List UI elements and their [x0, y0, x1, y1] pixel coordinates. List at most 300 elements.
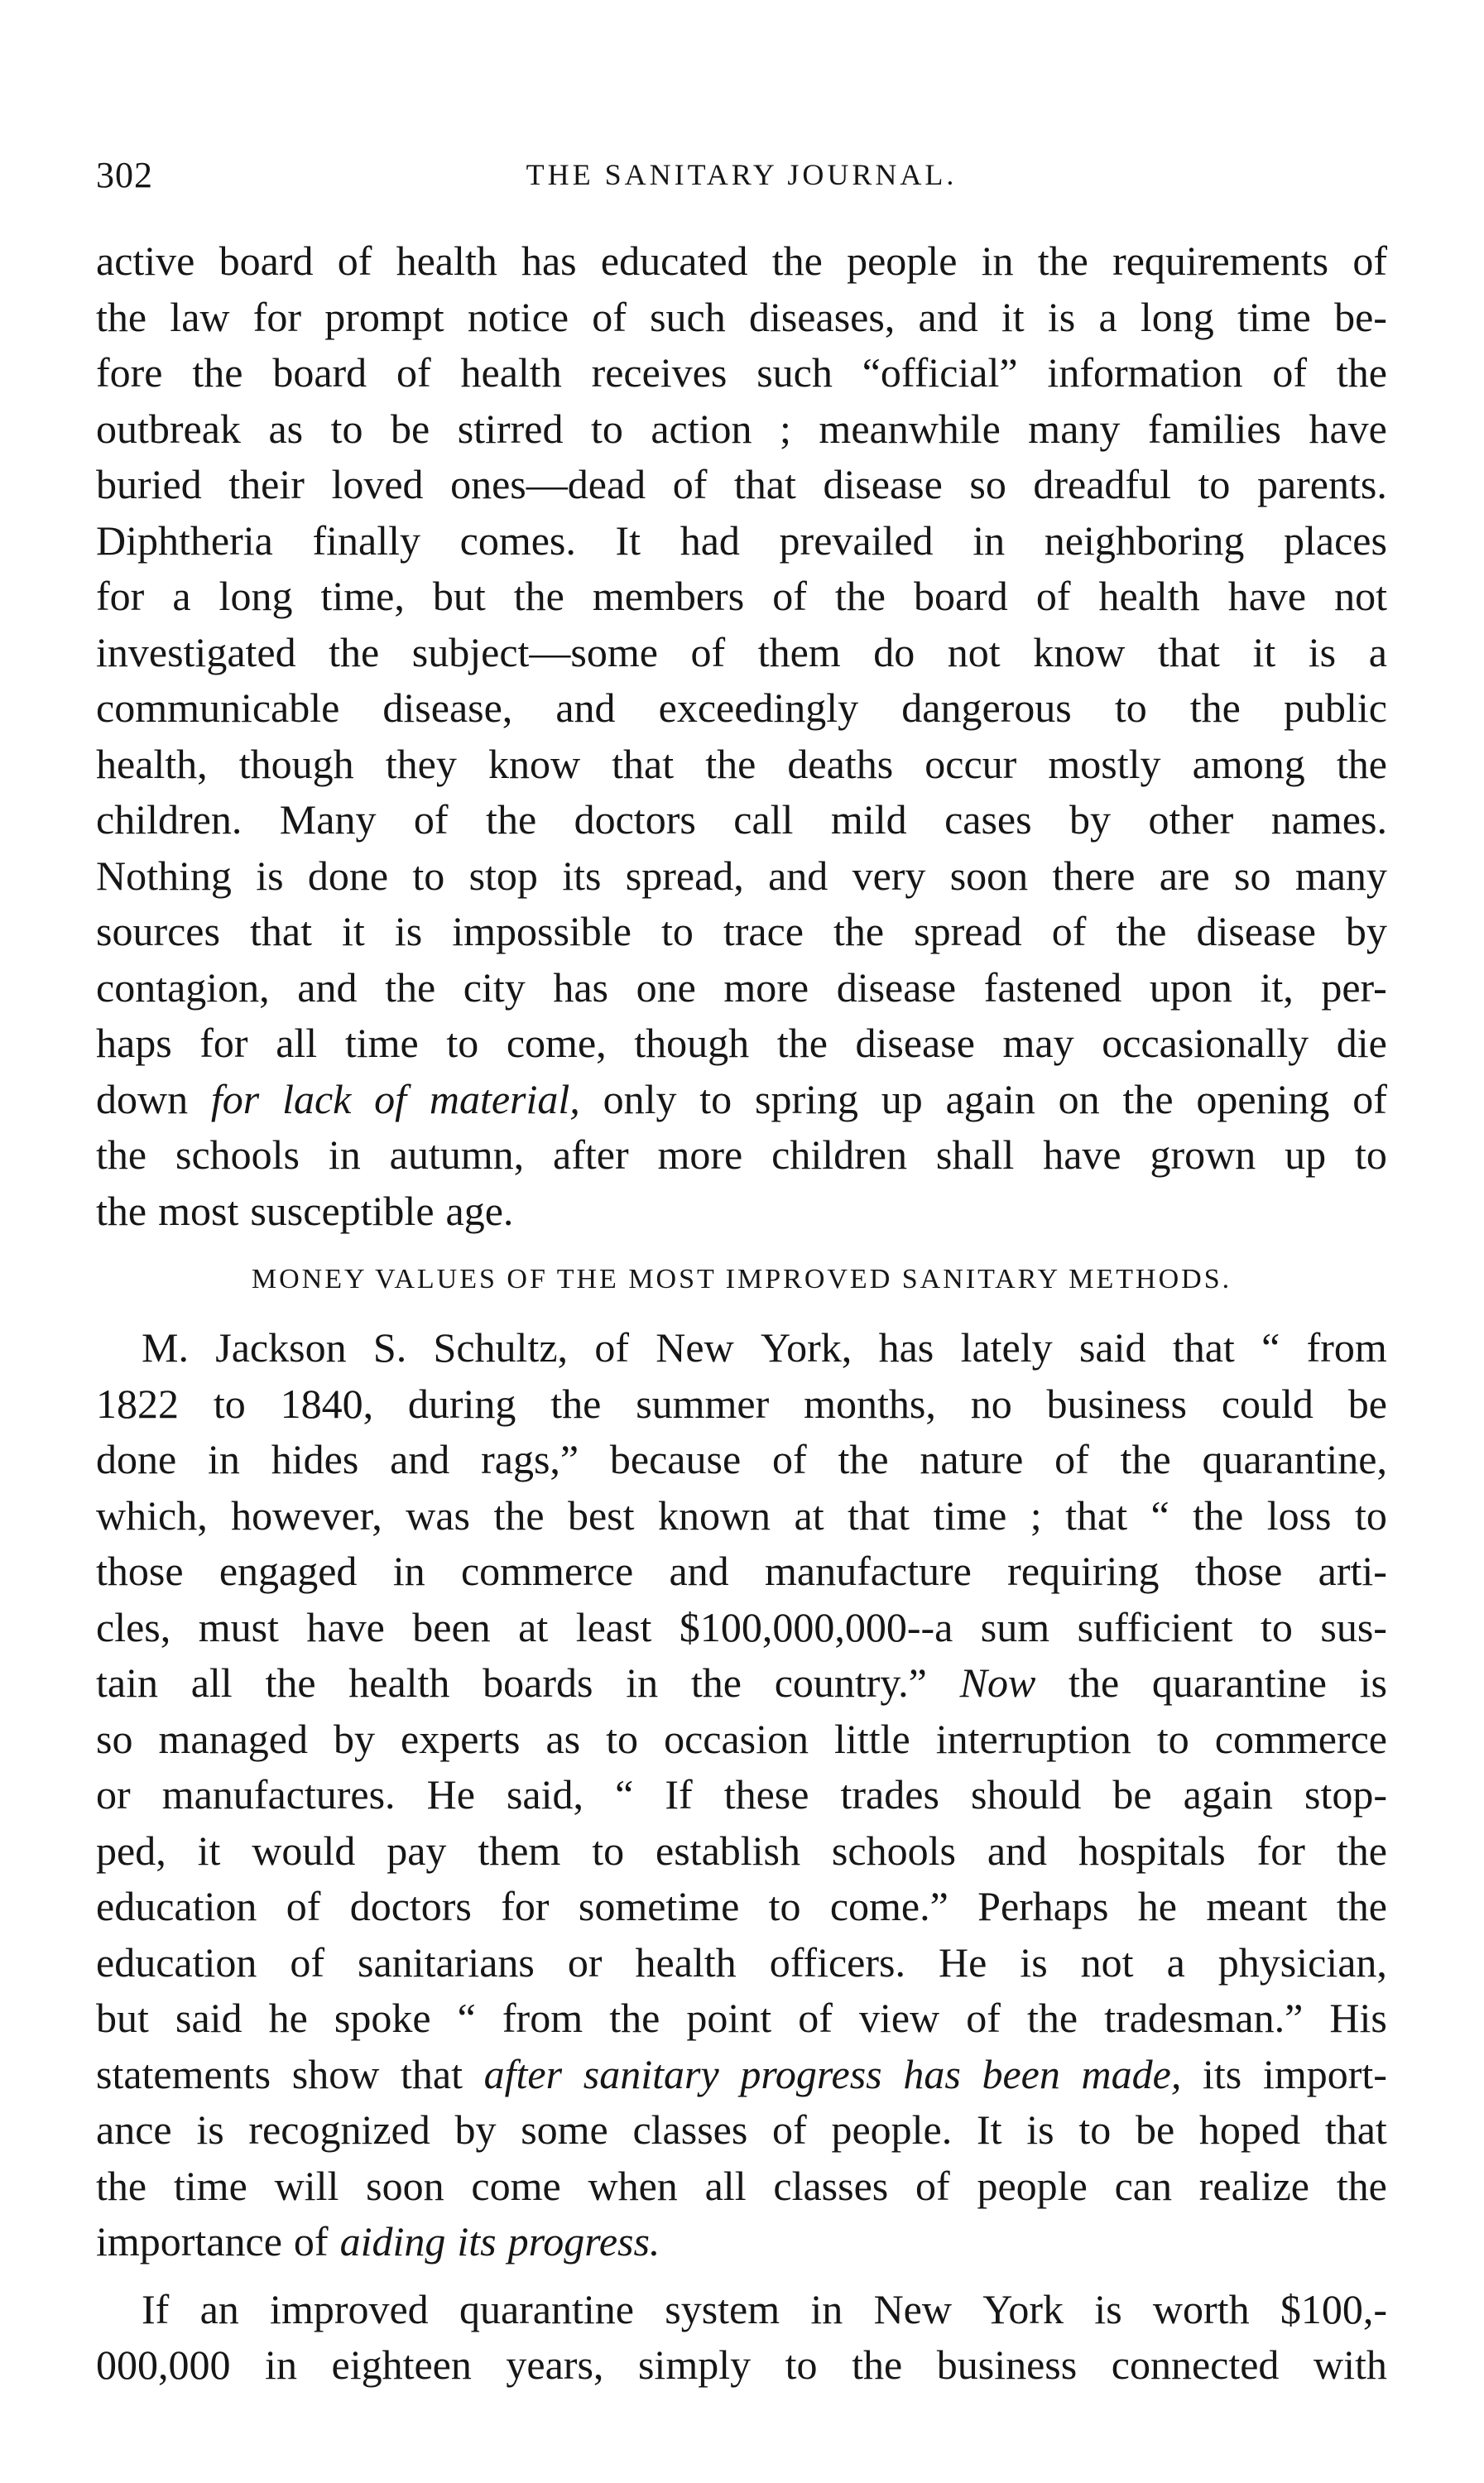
word: many	[1294, 852, 1387, 899]
word: members	[592, 573, 745, 619]
word: of	[286, 1883, 321, 1929]
word: and	[918, 293, 978, 340]
word: or	[96, 1771, 131, 1818]
word: prompt	[324, 293, 444, 340]
word: some	[521, 2106, 608, 2153]
word: 1822	[96, 1380, 179, 1427]
word: of	[1054, 1436, 1089, 1482]
word: of	[966, 1995, 1001, 2041]
word: with	[1313, 2341, 1387, 2388]
word: no	[970, 1380, 1012, 1427]
word: soon	[366, 2162, 444, 2209]
word: the	[776, 1020, 828, 1066]
word: for	[1256, 1827, 1305, 1874]
word: receives	[591, 349, 728, 396]
word: statements	[96, 2050, 271, 2097]
text-line	[96, 1935, 1387, 1991]
word: in	[981, 238, 1014, 284]
word: establish	[656, 1827, 801, 1874]
word: of	[672, 461, 708, 507]
word: have	[1043, 1131, 1121, 1178]
word: Nothing	[96, 852, 232, 899]
word: be-	[1334, 293, 1387, 340]
word: disease	[1196, 908, 1316, 954]
word: occasion	[664, 1715, 809, 1762]
text-line	[96, 2337, 1387, 2394]
word: they	[385, 740, 457, 787]
word: and	[390, 1436, 450, 1482]
text-line	[96, 1655, 1387, 1712]
word: the	[550, 1380, 602, 1427]
word: investigated	[96, 628, 296, 675]
word: or	[567, 1938, 603, 1986]
word: of	[594, 1324, 629, 1371]
page-body-text	[96, 233, 1387, 2394]
paragraph-gap	[96, 2270, 1387, 2282]
text-line	[96, 1488, 1387, 1544]
word: prevailed	[779, 516, 934, 564]
word: classes	[632, 2106, 748, 2153]
word: It	[615, 516, 641, 564]
word: Diphtheria	[96, 516, 273, 564]
word: families	[1147, 405, 1281, 452]
word: but	[96, 1995, 149, 2041]
word: the	[192, 349, 243, 396]
word: the	[1120, 1436, 1171, 1482]
word: board	[272, 349, 367, 396]
word: active	[96, 238, 195, 284]
word: which,	[96, 1491, 208, 1539]
word: from	[502, 1995, 584, 2041]
word: the	[1122, 1075, 1174, 1122]
word: deaths	[787, 740, 894, 787]
word: the	[1026, 1995, 1078, 2041]
text-line	[96, 2159, 1387, 2215]
word: in	[265, 2341, 297, 2388]
word: quarantine	[459, 2285, 634, 2332]
word: those	[1194, 1548, 1283, 1594]
word: it	[1001, 293, 1025, 340]
word: their	[228, 461, 305, 507]
word: would	[252, 1827, 356, 1874]
word: health	[460, 349, 562, 396]
word: on	[1058, 1075, 1100, 1122]
word: impossible	[452, 908, 632, 954]
word: engaged	[219, 1548, 358, 1594]
word: other	[1148, 796, 1234, 843]
word: “	[1150, 1491, 1169, 1539]
text-line	[96, 2047, 1387, 2103]
word: that	[1172, 1324, 1235, 1371]
italic-word: of	[374, 1075, 407, 1122]
word: so	[96, 1715, 133, 1762]
word: simply	[637, 2341, 752, 2388]
text-line	[96, 960, 1387, 1016]
word: to	[1198, 461, 1231, 507]
running-title: THE SANITARY JOURNAL.	[526, 158, 958, 191]
word: to	[446, 1020, 479, 1066]
word: more	[657, 1131, 743, 1178]
text-line	[96, 1767, 1387, 1823]
word: physician,	[1217, 1938, 1387, 1986]
word: is	[256, 852, 284, 899]
word: communicable	[96, 684, 340, 731]
word: of	[772, 573, 807, 619]
word: pay	[387, 1827, 447, 1874]
word: buried	[96, 461, 202, 507]
word: of	[771, 1436, 807, 1482]
word: is	[1359, 1659, 1387, 1706]
word: of	[293, 2218, 329, 2264]
word: manufactures.	[161, 1771, 396, 1818]
word: outbreak	[96, 405, 241, 452]
word: at	[794, 1491, 824, 1539]
italic-word: sanitary	[583, 2050, 719, 2097]
word: those	[96, 1548, 184, 1594]
word: all	[276, 1020, 318, 1066]
word: the	[838, 1436, 889, 1482]
word: the	[1069, 1659, 1120, 1706]
word: boards	[483, 1659, 593, 1706]
word: “	[457, 1995, 476, 2041]
section-heading: MONEY VALUES OF THE MOST IMPROVED SANITARY METHODS.	[251, 1264, 1232, 1294]
word: the	[705, 740, 756, 787]
word: though	[238, 740, 354, 787]
word: health	[396, 238, 497, 284]
word: doctors	[574, 796, 696, 843]
word: diseases,	[748, 293, 896, 340]
word: action	[651, 405, 752, 452]
word: education	[96, 1883, 257, 1929]
word: trades	[840, 1771, 939, 1818]
word: the	[1037, 238, 1088, 284]
word: stop	[468, 852, 538, 899]
word: parents.	[1256, 461, 1387, 507]
word: schools	[175, 1131, 300, 1178]
word: know	[487, 740, 581, 787]
word: ;	[1030, 1491, 1042, 1539]
word: people	[847, 238, 958, 284]
word: done	[96, 1436, 177, 1482]
word: and	[555, 684, 616, 731]
word: a	[1166, 1938, 1185, 1986]
word: could	[1221, 1380, 1314, 1427]
word: requirements	[1112, 238, 1329, 284]
word: the	[690, 1659, 742, 1706]
word: by	[454, 2106, 497, 2153]
word: to	[699, 1075, 732, 1122]
word: to	[606, 1715, 639, 1762]
word: had	[680, 516, 740, 564]
word: so	[1234, 852, 1271, 899]
text-line	[96, 2282, 1387, 2338]
word: of	[1035, 573, 1071, 619]
word: for	[252, 293, 302, 340]
word: among	[1192, 740, 1305, 787]
word: show	[291, 2050, 380, 2097]
text-line	[96, 1184, 1387, 1240]
word: people	[977, 2162, 1088, 2209]
word: board	[219, 238, 314, 284]
word: the	[1193, 1491, 1244, 1539]
word: of	[290, 1938, 325, 1986]
word: the	[96, 293, 147, 340]
word: mostly	[1048, 740, 1161, 787]
word: fastened	[983, 963, 1122, 1011]
word: time	[1237, 293, 1311, 340]
word: and	[768, 852, 828, 899]
italic-word: Now	[959, 1659, 1036, 1706]
word: to	[660, 908, 694, 954]
word: ;	[780, 405, 791, 452]
word: again	[945, 1075, 1035, 1122]
word: however,	[231, 1491, 382, 1539]
word: experts	[401, 1715, 521, 1762]
word: know	[1033, 628, 1126, 675]
word: S.	[372, 1324, 407, 1371]
text-line	[96, 848, 1387, 905]
word: grown	[1150, 1131, 1256, 1178]
word: it	[342, 908, 365, 954]
word: age.	[445, 1187, 514, 1234]
page-header	[96, 154, 1387, 204]
italic-word: its	[457, 2218, 497, 2264]
word: long	[1140, 293, 1214, 340]
word: manufacture	[765, 1548, 972, 1594]
italic-word: material,	[429, 1075, 580, 1122]
word: health	[1098, 573, 1200, 619]
text-line	[96, 1072, 1387, 1128]
word: to	[1354, 1491, 1387, 1539]
text-line	[96, 1600, 1387, 1656]
word: of	[396, 349, 431, 396]
word: to	[590, 405, 623, 452]
word: long	[219, 573, 293, 619]
word: an	[199, 2285, 239, 2332]
word: very	[852, 852, 926, 899]
text-line	[96, 290, 1387, 346]
word: it	[197, 1827, 221, 1874]
word: but	[432, 573, 486, 619]
word: hoped	[1198, 2106, 1301, 2153]
word: people.	[831, 2106, 953, 2153]
page-number: 302	[96, 155, 153, 195]
word: York,	[761, 1324, 852, 1371]
word: in	[810, 2285, 843, 2332]
word: Schultz,	[433, 1324, 569, 1371]
word: the	[833, 908, 885, 954]
word: cases	[944, 796, 1032, 843]
word: subject—some	[411, 628, 658, 675]
word: have	[306, 1603, 385, 1650]
word: up	[1285, 1131, 1327, 1178]
word: time,	[320, 573, 405, 619]
word: more	[723, 963, 809, 1011]
word: be	[1112, 1771, 1152, 1818]
word: cles,	[96, 1603, 171, 1650]
word: view	[858, 1995, 940, 2041]
word: occur	[924, 740, 1017, 787]
word: during	[407, 1380, 516, 1427]
word: said	[1078, 1324, 1146, 1371]
text-line	[96, 1376, 1387, 1433]
word: public	[1283, 684, 1387, 731]
word: health	[635, 1938, 737, 1986]
word: dreadful	[1033, 461, 1171, 507]
word: He	[938, 1938, 987, 1986]
italic-word: aiding	[339, 2218, 446, 2264]
word: spread	[914, 908, 1022, 954]
word: a	[1368, 628, 1387, 675]
word: contagion,	[96, 963, 270, 1011]
word: is	[196, 2106, 224, 2153]
word: health	[348, 1659, 450, 1706]
word: its	[1203, 2050, 1242, 2097]
word: quarantine,	[1202, 1436, 1387, 1482]
italic-word: progress	[740, 2050, 882, 2097]
word: disease	[823, 461, 943, 507]
italic-word: been	[982, 2050, 1060, 2097]
word: $100,-	[1280, 2285, 1387, 2332]
text-line	[96, 345, 1387, 401]
word: so	[969, 461, 1006, 507]
word: has	[878, 1324, 934, 1371]
word: schools	[831, 1827, 956, 1874]
word: one	[636, 963, 696, 1011]
text-line	[96, 2102, 1387, 2159]
word: said,	[506, 1771, 584, 1818]
word: known	[657, 1491, 771, 1539]
text-line	[96, 1016, 1387, 1072]
text-line	[96, 625, 1387, 681]
word: by	[334, 1715, 375, 1762]
word: after	[553, 1131, 629, 1178]
word: realize	[1198, 2162, 1309, 2209]
word: rags,”	[481, 1436, 579, 1482]
word: not	[1334, 573, 1387, 619]
word: of	[915, 2162, 950, 2209]
word: It	[976, 2106, 1002, 2153]
word: spread,	[625, 852, 744, 899]
word: of	[1352, 238, 1387, 284]
word: because	[609, 1436, 742, 1482]
word: shall	[935, 1131, 1015, 1178]
word: 000,000	[96, 2341, 231, 2388]
word: stop-	[1304, 1771, 1387, 1818]
word: ones—dead	[450, 461, 646, 507]
word: names.	[1270, 796, 1387, 843]
italic-word: has	[903, 2050, 961, 2097]
word: in	[392, 1548, 425, 1594]
word: must	[198, 1603, 279, 1650]
word: sum	[980, 1603, 1050, 1650]
word: children	[771, 1131, 907, 1178]
word: that	[848, 1491, 910, 1539]
text-line	[96, 513, 1387, 569]
word: as	[545, 1715, 581, 1762]
italic-word: lack	[282, 1075, 352, 1122]
word: neighboring	[1044, 516, 1245, 564]
word: time	[173, 2162, 247, 2209]
word: little	[834, 1715, 910, 1762]
word: of	[413, 796, 449, 843]
word: in	[973, 516, 1006, 564]
word: is	[1047, 293, 1076, 340]
text-line	[96, 233, 1387, 290]
word: Jackson	[215, 1324, 347, 1371]
word: best	[567, 1491, 635, 1539]
word: done	[307, 852, 389, 899]
word: time	[933, 1491, 1007, 1539]
italic-word: after	[483, 2050, 563, 2097]
word: the	[1336, 1827, 1387, 1874]
word: he	[268, 1995, 308, 2041]
word: improved	[270, 2285, 429, 2332]
text-line	[96, 1712, 1387, 1768]
word: to	[592, 1827, 625, 1874]
word: of	[1352, 1075, 1387, 1122]
word: the	[1116, 908, 1167, 954]
word: If	[142, 2285, 170, 2332]
word: sometime	[578, 1883, 740, 1929]
word: board	[913, 573, 1008, 619]
word: is	[394, 908, 423, 954]
word: in	[328, 1131, 361, 1178]
word: is	[1026, 2106, 1054, 2153]
word: may	[1002, 1020, 1074, 1066]
word: import-	[1262, 2050, 1387, 2097]
word: from	[1306, 1324, 1387, 1371]
word: the	[852, 2341, 903, 2388]
word: and	[987, 1827, 1048, 1874]
word: Many	[279, 796, 377, 843]
word: that	[1065, 1491, 1128, 1539]
text-line	[96, 401, 1387, 458]
word: up	[881, 1075, 923, 1122]
word: there	[1052, 852, 1136, 899]
word: educated	[600, 238, 748, 284]
word: occasionally	[1102, 1020, 1309, 1066]
word: fore	[96, 349, 163, 396]
word: by	[1069, 796, 1112, 843]
word: it	[1252, 628, 1276, 675]
word: of	[798, 1995, 833, 2041]
word: sanitarians	[358, 1938, 535, 1986]
italic-word: made,	[1081, 2050, 1182, 2097]
word: exceedingly	[658, 684, 859, 731]
word: “official”	[862, 349, 1018, 396]
text-line	[96, 1879, 1387, 1935]
word: His	[1329, 1995, 1387, 2041]
word: of	[1051, 908, 1087, 954]
word: disease,	[382, 684, 513, 731]
word: ance	[96, 2106, 172, 2153]
text-line	[96, 2214, 1387, 2270]
word: to	[412, 852, 445, 899]
word: arti-	[1318, 1548, 1387, 1594]
word: information	[1047, 349, 1243, 396]
word: again	[1183, 1771, 1273, 1818]
word: the	[265, 1659, 316, 1706]
word: loved	[331, 461, 424, 507]
word: to	[1355, 1131, 1387, 1178]
word: York	[982, 2285, 1064, 2332]
word: that	[249, 908, 312, 954]
word: of	[592, 293, 627, 340]
word: be	[1135, 2106, 1175, 2153]
word: its	[562, 852, 602, 899]
word: the	[771, 238, 823, 284]
